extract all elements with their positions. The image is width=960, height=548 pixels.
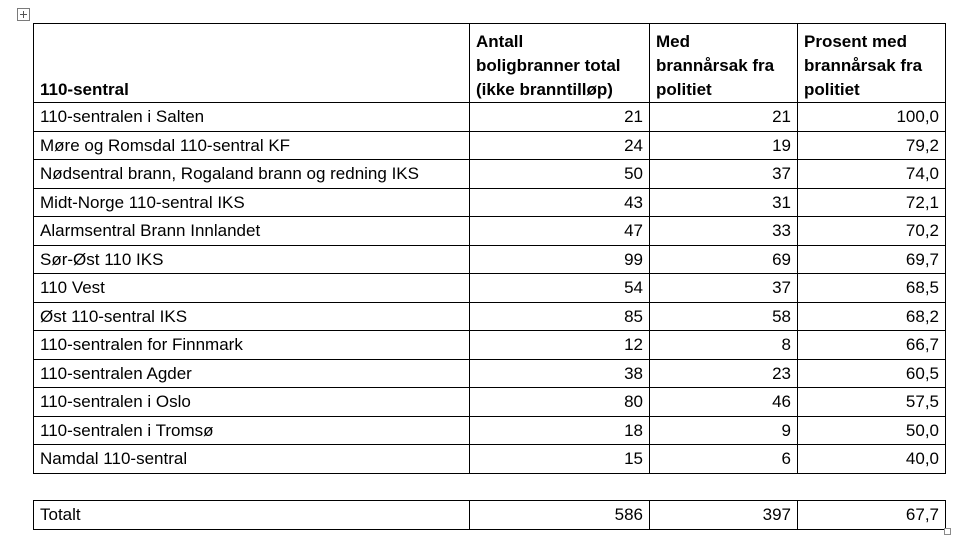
cell-sentral-name: Nødsentral brann, Rogaland brann og redning IKS [34,160,470,189]
cell-sentral-name: 110-sentralen Agder [34,359,470,388]
cell-sentral-name: 110 Vest [34,274,470,303]
table-row [34,302,946,331]
cell-totalt-prosent: 67,7 [798,501,946,530]
cell-med: 23 [650,359,798,388]
cell-totalt-med: 397 [650,501,798,530]
cell-total: 85 [470,302,650,331]
totals-table [33,500,946,530]
cell-med: 37 [650,160,798,189]
table-resize-handle-icon[interactable] [944,528,951,535]
cell-total: 99 [470,245,650,274]
cell-prosent: 72,1 [798,188,946,217]
cell-sentral-name: Sør-Øst 110 IKS [34,245,470,274]
cell-sentral-name: 110-sentralen for Finnmark [34,331,470,360]
table-row [34,245,946,274]
cell-total: 50 [470,160,650,189]
cell-sentral-name: Øst 110-sentral IKS [34,302,470,331]
table-row [34,359,946,388]
cell-med: 21 [650,103,798,132]
cell-prosent: 74,0 [798,160,946,189]
cell-med: 37 [650,274,798,303]
fire-cause-table [33,23,946,474]
cell-sentral-name: 110-sentralen i Salten [34,103,470,132]
header-110-sentral: 110-sentral [34,24,470,103]
table-row [34,131,946,160]
cell-med: 8 [650,331,798,360]
cell-sentral-name: Namdal 110-sentral [34,445,470,474]
cell-total: 38 [470,359,650,388]
table-row [34,331,946,360]
cell-sentral-name: 110-sentralen i Oslo [34,388,470,417]
cell-med: 6 [650,445,798,474]
table-row [34,160,946,189]
cell-total: 54 [470,274,650,303]
cell-prosent: 79,2 [798,131,946,160]
cell-prosent: 40,0 [798,445,946,474]
cell-prosent: 50,0 [798,416,946,445]
cell-prosent: 70,2 [798,217,946,246]
table-header-row [34,24,946,103]
table-row [34,416,946,445]
cell-prosent: 100,0 [798,103,946,132]
cell-med: 31 [650,188,798,217]
cell-med: 58 [650,302,798,331]
cell-totalt-label: Totalt [34,501,470,530]
table-row [34,103,946,132]
table-row [34,445,946,474]
table-row [34,274,946,303]
header-prosent-med-brannarsak: Prosent med brannårsak fra politiet [798,24,946,103]
cell-med: 69 [650,245,798,274]
cell-total: 15 [470,445,650,474]
cell-sentral-name: Møre og Romsdal 110-sentral KF [34,131,470,160]
table-row [34,188,946,217]
cell-sentral-name: Alarmsentral Brann Innlandet [34,217,470,246]
cell-sentral-name: Midt-Norge 110-sentral IKS [34,188,470,217]
cell-med: 33 [650,217,798,246]
cell-med: 19 [650,131,798,160]
table-row [34,217,946,246]
cell-total: 12 [470,331,650,360]
cell-sentral-name: 110-sentralen i Tromsø [34,416,470,445]
cell-total: 21 [470,103,650,132]
header-med-brannarsak: Med brannårsak fra politiet [650,24,798,103]
cell-prosent: 60,5 [798,359,946,388]
cell-prosent: 57,5 [798,388,946,417]
totals-row [34,501,946,530]
cell-total: 47 [470,217,650,246]
header-antall-boligbranner: Antall boligbranner total (ikke branntilløp) [470,24,650,103]
cell-prosent: 66,7 [798,331,946,360]
cell-total: 24 [470,131,650,160]
cell-prosent: 69,7 [798,245,946,274]
cell-total: 80 [470,388,650,417]
cell-prosent: 68,2 [798,302,946,331]
table-move-handle-icon[interactable] [17,8,30,21]
cell-med: 46 [650,388,798,417]
cell-totalt-total: 586 [470,501,650,530]
cell-total: 18 [470,416,650,445]
table-row [34,388,946,417]
cell-med: 9 [650,416,798,445]
cell-prosent: 68,5 [798,274,946,303]
cell-total: 43 [470,188,650,217]
